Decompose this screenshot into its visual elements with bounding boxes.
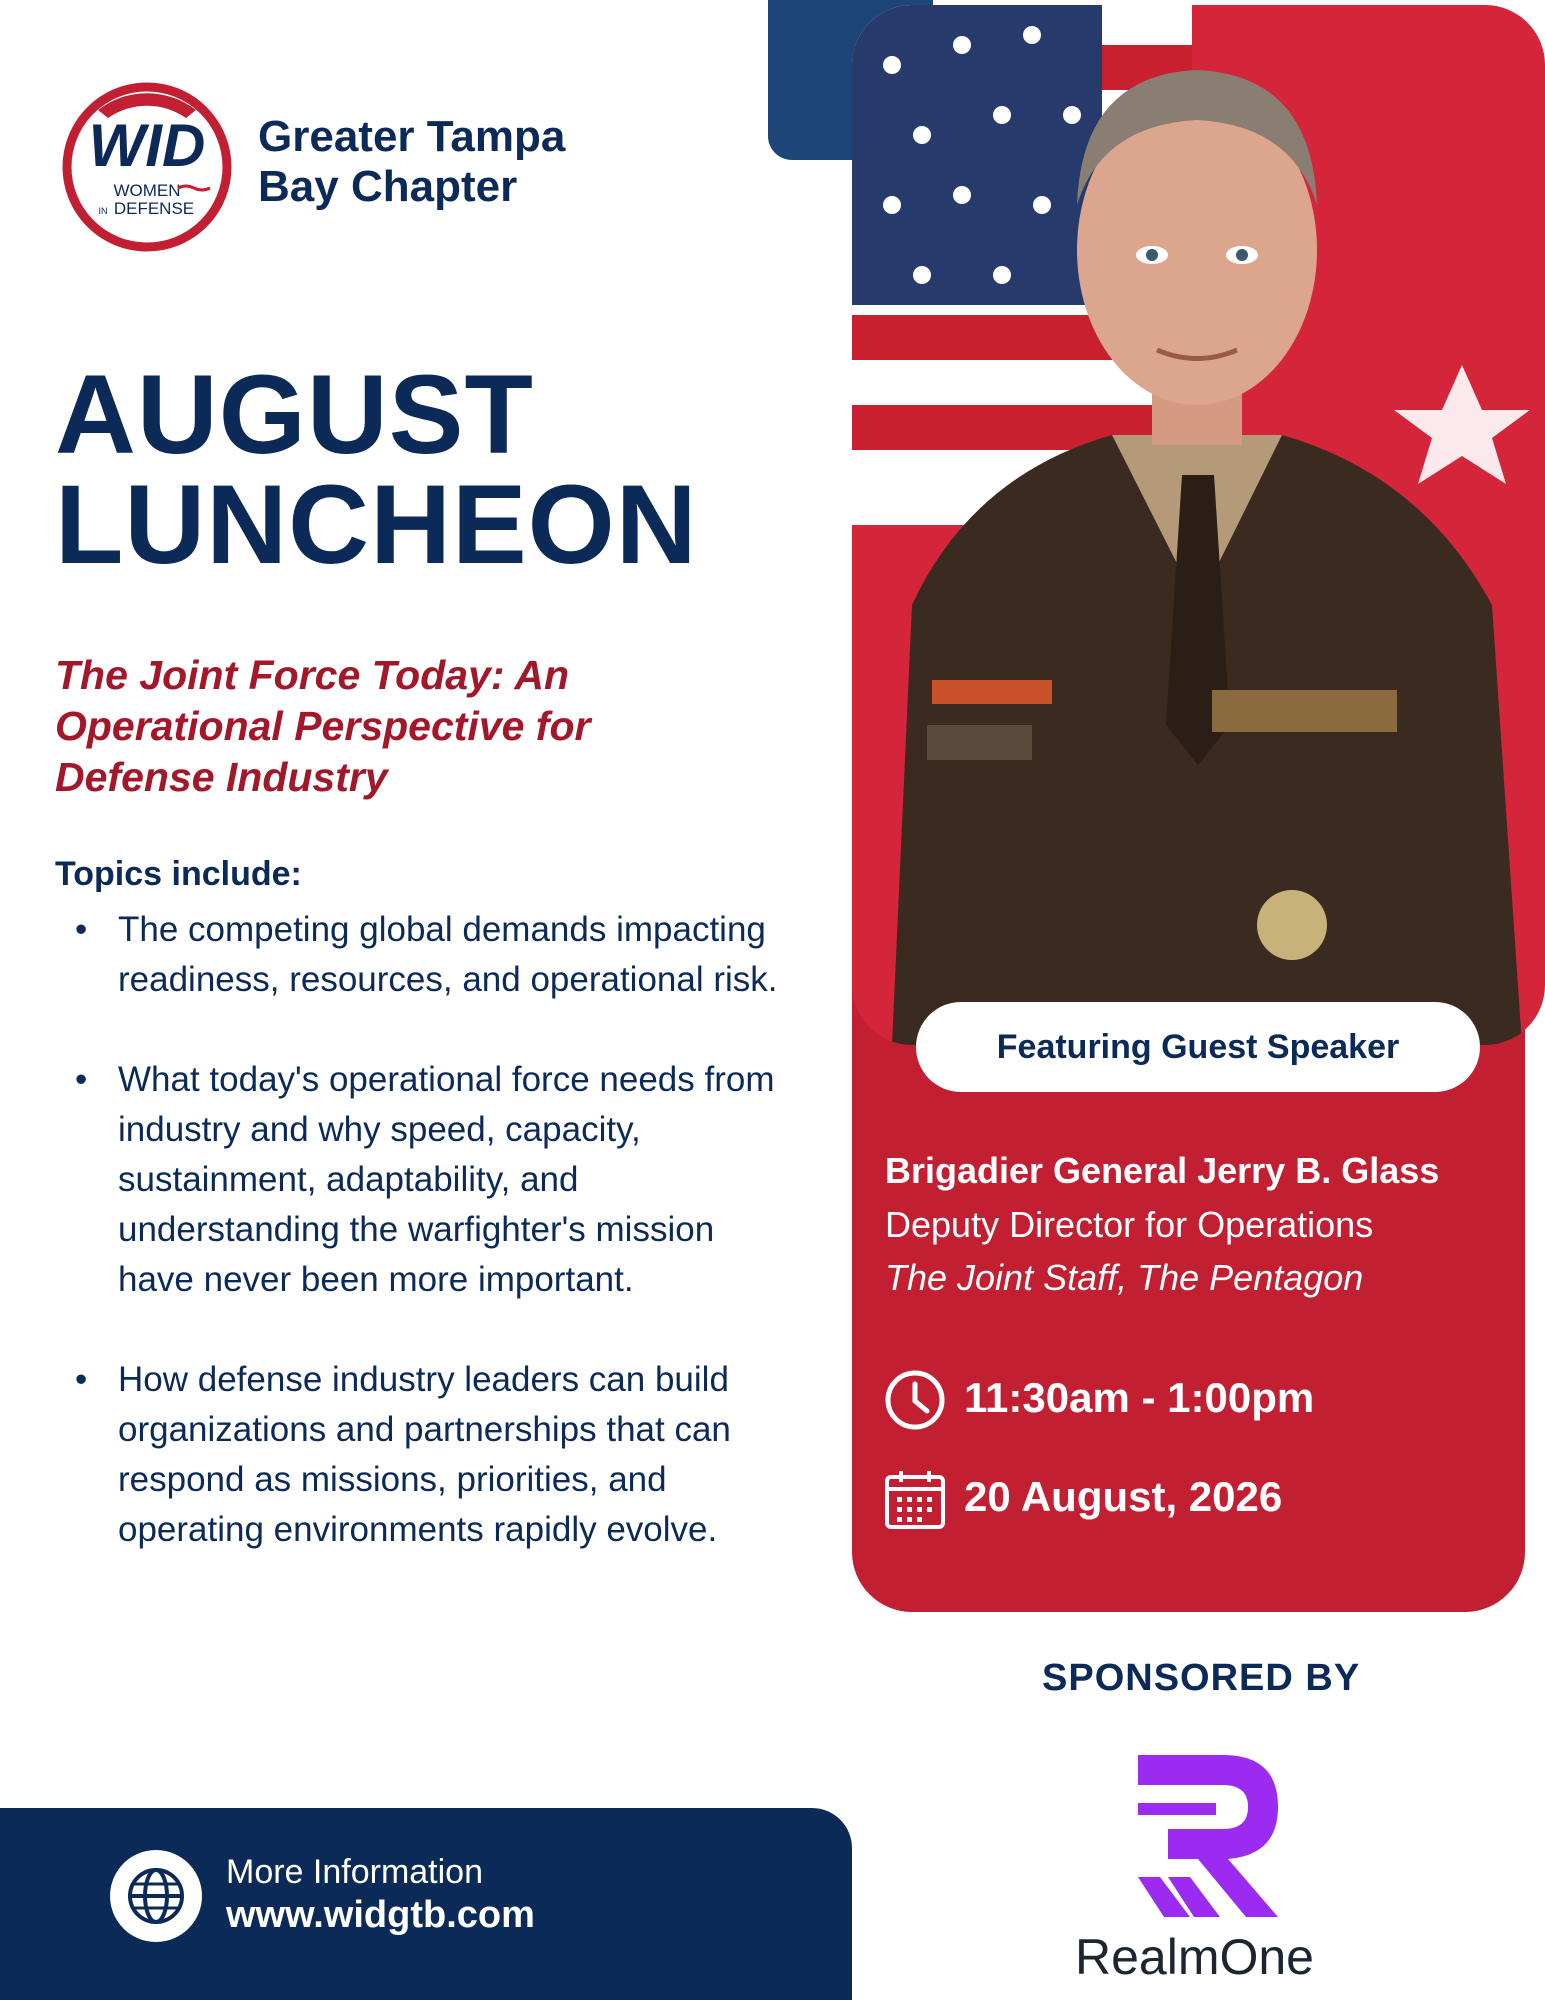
topic-item xyxy=(55,905,795,1005)
sponsor-name: RealmOne xyxy=(1075,1929,1314,1985)
chapter-line-2: Bay Chapter xyxy=(258,162,518,211)
bullet-icon: • xyxy=(75,1060,88,1099)
logo-defense-text: DEFENSE xyxy=(113,199,195,218)
topic-text: How defense industry leaders can build organizations and partnerships that can respond as missions, priorities, and operating environments rapidly evolve. xyxy=(118,1360,731,1549)
speaker-name: Brigadier General Jerry B. Glass xyxy=(885,1150,1440,1191)
calendar-icon xyxy=(883,1467,947,1531)
speaker-title: Deputy Director for Operations xyxy=(885,1204,1374,1245)
wid-logo xyxy=(58,78,236,256)
more-info-label: More Information xyxy=(226,1853,483,1891)
topic-item xyxy=(55,1055,795,1305)
globe-icon xyxy=(108,1848,204,1944)
speaker-portrait xyxy=(852,5,1545,1045)
topic-text: What today's operational force needs from industry and why speed, capacity, sustainment, adaptability, and understanding the warfighter's mission have never been more important. xyxy=(118,1060,775,1299)
logo-women-text: WOMEN xyxy=(113,181,181,200)
speaker-organization: The Joint Staff, The Pentagon xyxy=(885,1257,1364,1298)
logo-in-text: IN xyxy=(98,206,108,216)
chapter-name xyxy=(258,112,565,212)
sponsored-by-heading: SPONSORED BY xyxy=(1042,1657,1361,1699)
event-title-line-1: AUGUST xyxy=(55,352,534,477)
website-link[interactable]: www.widgtb.com xyxy=(226,1894,535,1936)
clock-icon xyxy=(883,1368,947,1432)
logo-wid-text: WID xyxy=(88,112,206,179)
event-date: 20 August, 2026 xyxy=(964,1473,1283,1520)
chapter-line-1: Greater Tampa xyxy=(258,112,566,161)
event-subtitle: The Joint Force Today: An Operational Perspective for Defense Industry xyxy=(55,652,591,800)
event-title xyxy=(55,352,698,587)
bullet-icon: • xyxy=(75,1360,88,1399)
topics-label: Topics include: xyxy=(55,855,302,893)
topic-text: The competing global demands impacting readiness, resources, and operational risk. xyxy=(118,910,778,999)
topics-list xyxy=(55,905,795,1605)
featuring-badge: Featuring Guest Speaker xyxy=(916,1002,1480,1092)
topic-item xyxy=(55,1355,795,1555)
bullet-icon: • xyxy=(75,910,88,949)
realmone-r-icon xyxy=(1128,1745,1290,1925)
event-title-line-2: LUNCHEON xyxy=(55,462,698,587)
event-time: 11:30am - 1:00pm xyxy=(964,1374,1315,1421)
